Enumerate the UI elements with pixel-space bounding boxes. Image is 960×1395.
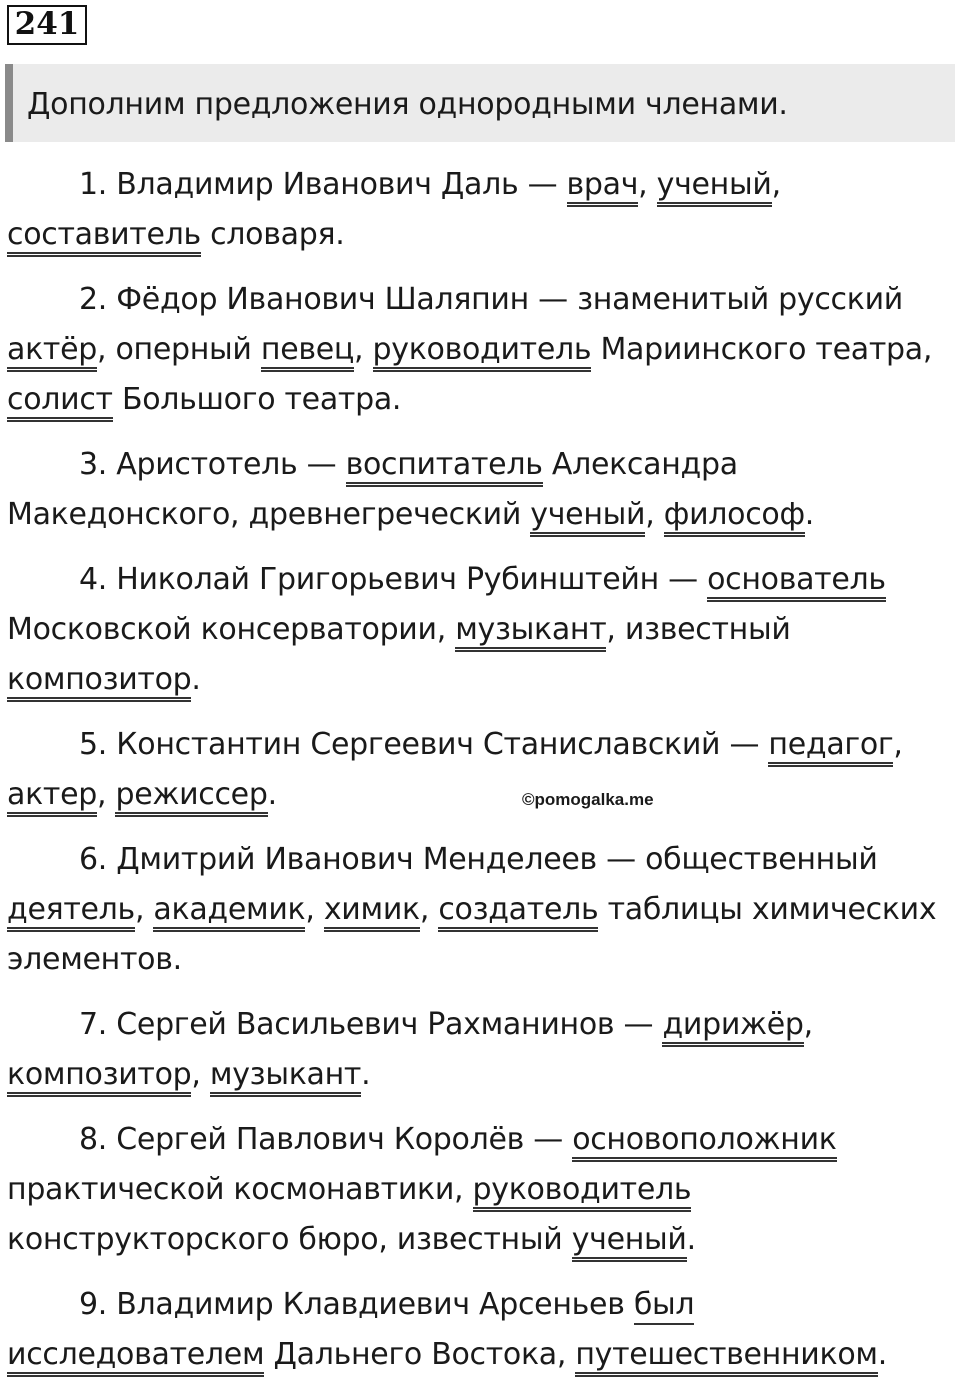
underlined-word: основоположник bbox=[572, 1122, 836, 1162]
sentence-text: , bbox=[638, 167, 657, 202]
underlined-word: деятель bbox=[7, 892, 135, 932]
sentence-text: 1. Владимир Иванович Даль — bbox=[79, 167, 567, 202]
underlined-word: педагог bbox=[768, 727, 893, 767]
underlined-word: актер bbox=[7, 777, 97, 817]
sentence-6 bbox=[7, 835, 957, 985]
underlined-word: был bbox=[634, 1287, 694, 1325]
sentence-text: , bbox=[354, 332, 373, 367]
sentence-1 bbox=[7, 160, 957, 260]
sentence-text: . bbox=[804, 497, 815, 532]
sentence-text: , bbox=[191, 1057, 210, 1092]
sentence-text: , оперный bbox=[96, 332, 261, 367]
sentence-text: таблицы химических элементов. bbox=[7, 892, 937, 977]
underlined-word: врач bbox=[567, 167, 639, 207]
underlined-word: исследователем bbox=[7, 1337, 264, 1377]
underlined-word: композитор bbox=[7, 662, 191, 702]
sentence-7 bbox=[7, 1000, 957, 1100]
sentence-text: Дальнего Востока, bbox=[264, 1337, 576, 1372]
sentence-text: , bbox=[419, 892, 439, 927]
sentence-text: . bbox=[686, 1222, 696, 1257]
underlined-word: режиссер bbox=[115, 777, 267, 817]
underlined-word: ученый bbox=[657, 167, 772, 207]
sentence-text: . bbox=[877, 1337, 887, 1372]
underlined-word: актёр bbox=[7, 332, 97, 372]
task-instruction: Дополним предложения однородными членами. bbox=[27, 87, 788, 122]
sentence-5 bbox=[7, 720, 957, 820]
sentence-text: , bbox=[134, 892, 154, 927]
sentence-9 bbox=[7, 1280, 957, 1380]
sentence-text: . bbox=[267, 777, 277, 812]
underlined-word: составитель bbox=[7, 217, 201, 257]
sentence-text: 7. Сергей Васильевич Рахманинов — bbox=[79, 1007, 663, 1042]
sentence-8 bbox=[7, 1115, 957, 1265]
underlined-word: философ bbox=[664, 497, 805, 537]
sentence-text: Александра Македонского, древнегреческий bbox=[7, 447, 738, 532]
underlined-word: академик bbox=[153, 892, 305, 932]
underlined-word: химик bbox=[324, 892, 420, 932]
underlined-word: воспитатель bbox=[346, 447, 543, 487]
sentence-text: , известный bbox=[606, 612, 791, 647]
sentence-4 bbox=[7, 555, 957, 705]
sentence-text: 9. Владимир Клавдиевич Арсеньев bbox=[79, 1287, 634, 1322]
sentence-text: Мариинского театра, bbox=[591, 332, 933, 367]
sentence-text: 4. Николай Григорьевич Рубинштейн — bbox=[79, 562, 708, 597]
sentence-text: . bbox=[361, 1057, 371, 1092]
underlined-word: путешественником bbox=[575, 1337, 877, 1377]
sentence-text: словаря. bbox=[200, 217, 345, 252]
sentence-text: Московской консерватории, bbox=[7, 612, 456, 647]
sentence-text: Большого театра. bbox=[112, 382, 402, 417]
sentence-list bbox=[7, 160, 957, 1395]
watermark: ©pomogalka.me bbox=[522, 790, 654, 809]
underlined-word: основатель bbox=[707, 562, 886, 602]
exercise-number: 241 bbox=[7, 5, 87, 45]
sentence-text: , bbox=[305, 892, 324, 927]
sentence-text: , bbox=[803, 1007, 813, 1042]
underlined-word: композитор bbox=[7, 1057, 191, 1097]
underlined-word: солист bbox=[7, 382, 113, 422]
task-banner bbox=[5, 64, 955, 142]
underlined-word: музыкант bbox=[455, 612, 606, 652]
underlined-word: ученый bbox=[572, 1222, 687, 1262]
sentence-2 bbox=[7, 275, 957, 425]
sentence-3 bbox=[7, 440, 957, 540]
underlined-word: дирижёр bbox=[662, 1007, 803, 1047]
sentence-text: , bbox=[771, 167, 781, 202]
underlined-word: руководитель bbox=[473, 1172, 692, 1212]
underlined-word: ученый bbox=[530, 497, 645, 537]
underlined-word: музыкант bbox=[210, 1057, 361, 1097]
sentence-text: 6. Дмитрий Иванович Менделеев — общественный bbox=[79, 842, 878, 877]
sentence-text: практической космонавтики, bbox=[7, 1172, 473, 1207]
underlined-word: певец bbox=[261, 332, 354, 372]
sentence-text: 8. Сергей Павлович Королёв — bbox=[79, 1122, 573, 1157]
sentence-text: конструкторского бюро, известный bbox=[7, 1222, 572, 1257]
underlined-word: руководитель bbox=[373, 332, 592, 372]
sentence-text: 3. Аристотель — bbox=[79, 447, 346, 482]
sentence-text: 2. Фёдор Иванович Шаляпин — знаменитый русский bbox=[79, 282, 903, 317]
sentence-text: . bbox=[191, 662, 201, 697]
sentence-text: 5. Константин Сергеевич Станиславский — bbox=[79, 727, 769, 762]
underlined-word: создатель bbox=[438, 892, 598, 932]
sentence-text: , bbox=[96, 777, 116, 812]
sentence-text: , bbox=[645, 497, 664, 532]
sentence-text: , bbox=[893, 727, 903, 762]
